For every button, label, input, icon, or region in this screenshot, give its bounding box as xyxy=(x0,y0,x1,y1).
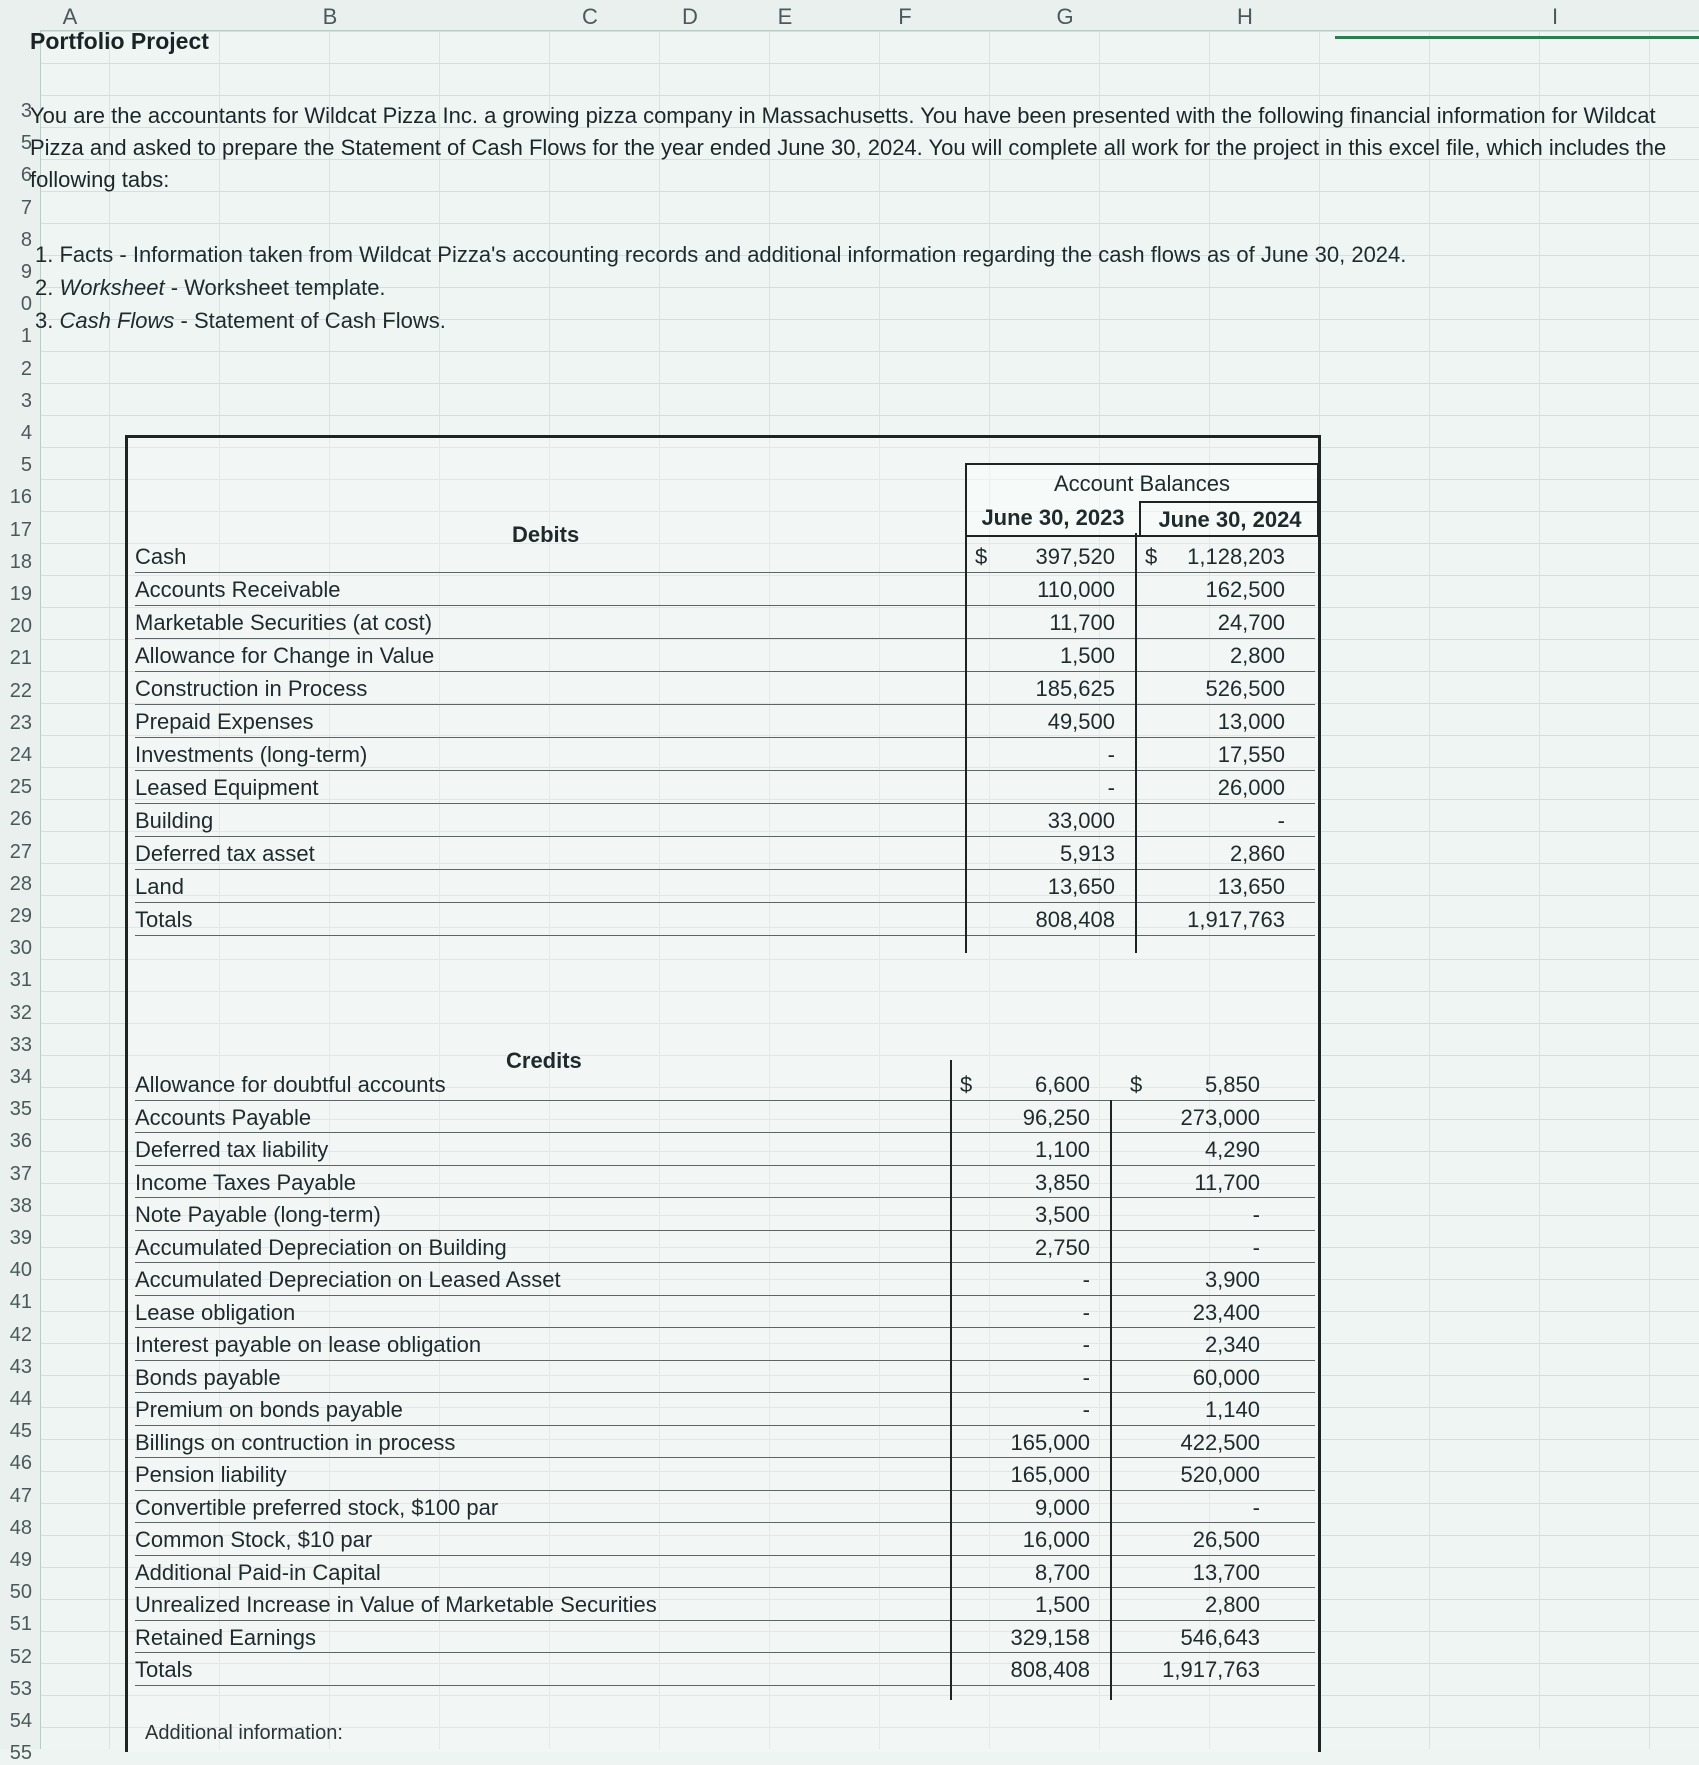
row-header-36[interactable]: 40 xyxy=(9,1259,32,1282)
column-header-a[interactable]: A xyxy=(62,4,78,29)
credits-row-label[interactable]: Accumulated Depreciation on Building xyxy=(135,1234,507,1260)
row-header-1[interactable]: 5 xyxy=(20,132,32,155)
intro-paragraph[interactable]: You are the accountants for Wildcat Pizza Inc. a growing pizza company in Massachusetts. You have been presented with the following financial information for Wildcat Pizza and asked to prepare the Statement of Cash Flows for the year ended June 30, 2024. You will complete all work for the project in this excel file, which includes the following tabs: xyxy=(30,103,1667,192)
credits-row-label[interactable]: Accounts Payable xyxy=(135,1104,312,1130)
credits-title: Credits xyxy=(506,1048,582,1073)
balance-2024-cell[interactable]: 17,550 xyxy=(1217,742,1285,767)
credits-row-label[interactable]: Income Taxes Payable xyxy=(135,1169,356,1195)
row-header-41[interactable]: 45 xyxy=(9,1420,32,1443)
row-header-11[interactable]: 5 xyxy=(20,454,32,477)
credits-row[interactable] xyxy=(135,1621,1315,1654)
credits-section xyxy=(135,1068,1315,1686)
row-header-46[interactable]: 50 xyxy=(9,1581,32,1604)
debits-row[interactable] xyxy=(135,771,1315,804)
row-header-32[interactable]: 36 xyxy=(9,1130,32,1153)
balance-2024-cell[interactable]: 273,000 xyxy=(1180,1104,1260,1130)
debits-row[interactable] xyxy=(135,540,1315,573)
balance-2023-cell[interactable]: - xyxy=(1082,1332,1090,1357)
row-header-49[interactable]: 53 xyxy=(9,1677,32,1700)
row-header-42[interactable]: 46 xyxy=(9,1452,32,1475)
row-header-22[interactable]: 26 xyxy=(9,808,32,831)
debits-row[interactable] xyxy=(135,903,1315,936)
balance-2023-cell[interactable]: - xyxy=(1082,1397,1090,1422)
credits-row[interactable] xyxy=(135,1556,1315,1589)
tab-item-worksheet[interactable]: 2. Worksheet - Worksheet template. xyxy=(35,275,386,300)
debits-row[interactable] xyxy=(135,870,1315,903)
credits-row[interactable] xyxy=(135,1523,1315,1556)
balance-2024-cell[interactable]: 13,700 xyxy=(1192,1559,1260,1585)
balance-2023-cell[interactable]: 5,913 xyxy=(1059,841,1115,866)
balance-2024-cell[interactable]: 3,900 xyxy=(1204,1267,1260,1292)
balance-2023-cell[interactable]: 2,750 xyxy=(1034,1234,1090,1260)
balance-2024-cell[interactable]: - xyxy=(1277,808,1285,833)
row-header-2[interactable]: 6 xyxy=(20,164,32,187)
column-header-c[interactable]: C xyxy=(582,4,598,29)
balance-2024-cell[interactable]: 526,500 xyxy=(1205,676,1285,701)
balance-2024-cell[interactable]: 5,850 xyxy=(1204,1072,1260,1097)
balance-2023-cell[interactable]: 397,520 xyxy=(1035,544,1115,569)
credits-row[interactable] xyxy=(135,1361,1315,1394)
balance-2024-cell[interactable]: 2,800 xyxy=(1229,643,1285,668)
balance-2024-cell[interactable]: 2,340 xyxy=(1204,1332,1260,1357)
debits-row[interactable] xyxy=(135,837,1315,870)
debits-row-label[interactable]: Cash xyxy=(135,544,187,569)
balance-2023-cell[interactable]: 49,500 xyxy=(1047,709,1115,734)
balance-2024-cell[interactable]: 60,000 xyxy=(1192,1364,1260,1390)
row-header-24[interactable]: 28 xyxy=(9,872,32,895)
balance-2023-cell[interactable]: 6,600 xyxy=(1034,1072,1090,1097)
balance-2024-cell[interactable]: - xyxy=(1252,1234,1260,1260)
credits-row[interactable] xyxy=(135,1133,1315,1166)
debits-title: Debits xyxy=(512,522,580,547)
balance-2024-cell[interactable]: 162,500 xyxy=(1205,577,1285,602)
credits-row[interactable] xyxy=(135,1101,1315,1134)
balance-2024-cell[interactable]: 11,700 xyxy=(1194,1169,1260,1195)
credits-row-label[interactable]: Note Payable (long-term) xyxy=(135,1202,381,1227)
credits-row-label[interactable]: Premium on bonds payable xyxy=(135,1397,403,1422)
credits-row-label[interactable]: Unrealized Increase in Value of Marketable Securities xyxy=(135,1592,657,1617)
row-header-40[interactable]: 44 xyxy=(9,1388,32,1410)
debits-row-label[interactable]: Allowance for Change in Value xyxy=(135,643,435,668)
balance-2024-cell[interactable]: 2,800 xyxy=(1204,1592,1260,1617)
balance-2024-cell[interactable]: 26,000 xyxy=(1217,775,1285,800)
credits-row-label[interactable]: Convertible preferred stock, $100 par xyxy=(135,1494,499,1520)
tabs-list xyxy=(35,238,1406,337)
credits-row[interactable] xyxy=(135,1231,1315,1264)
credits-row[interactable] xyxy=(135,1393,1315,1426)
balance-2024-cell[interactable]: 4,290 xyxy=(1204,1137,1260,1162)
row-header-18[interactable]: 22 xyxy=(9,679,32,702)
balance-2023-cell[interactable]: 16,000 xyxy=(1022,1527,1090,1552)
row-header-8[interactable]: 2 xyxy=(20,357,32,380)
balance-2023-cell[interactable]: - xyxy=(1082,1299,1090,1325)
row-header-10[interactable]: 4 xyxy=(20,422,32,444)
debits-row-label[interactable]: Land xyxy=(135,874,184,899)
debits-row[interactable] xyxy=(135,705,1315,738)
balance-2024-cell[interactable]: 546,643 xyxy=(1180,1624,1260,1650)
balance-2023-cell[interactable]: 808,408 xyxy=(1010,1657,1090,1682)
debits-row-label[interactable]: Totals xyxy=(135,907,193,932)
credits-row-label[interactable]: Interest payable on lease obligation xyxy=(135,1332,482,1357)
balance-2024-cell[interactable]: 2,860 xyxy=(1229,841,1285,866)
balance-2023-cell[interactable]: - xyxy=(1107,775,1115,800)
credits-row[interactable] xyxy=(135,1296,1315,1329)
row-header-39[interactable]: 43 xyxy=(9,1355,32,1378)
balance-2024-cell[interactable]: 24,700 xyxy=(1217,610,1285,635)
debits-row-label[interactable]: Marketable Securities (at cost) xyxy=(135,610,433,635)
row-header-21[interactable]: 25 xyxy=(9,776,32,799)
row-header-48[interactable]: 52 xyxy=(9,1645,32,1668)
row-header-26[interactable]: 30 xyxy=(9,937,32,960)
balance-2023-cell[interactable]: 165,000 xyxy=(1010,1429,1090,1455)
row-header-47[interactable]: 51 xyxy=(9,1613,32,1636)
balance-2023-cell[interactable]: 165,000 xyxy=(1010,1462,1090,1487)
debits-row-label[interactable]: Construction in Process xyxy=(135,676,368,701)
debits-row-label[interactable]: Leased Equipment xyxy=(135,775,319,800)
balance-2023-cell[interactable]: 1,100 xyxy=(1034,1137,1090,1162)
row-header-31[interactable]: 35 xyxy=(9,1098,32,1121)
debits-row-label[interactable]: Accounts Receivable xyxy=(135,577,341,602)
column-header-i[interactable]: I xyxy=(1551,4,1559,29)
account-balances-header xyxy=(965,463,1319,537)
credits-row-label[interactable]: Allowance for doubtful accounts xyxy=(135,1072,446,1097)
credits-row[interactable] xyxy=(135,1328,1315,1361)
debits-row[interactable] xyxy=(135,738,1315,771)
credits-row-label[interactable]: Billings on contruction in process xyxy=(135,1429,456,1455)
row-header-23[interactable]: 27 xyxy=(9,840,32,863)
column-header-d[interactable]: D xyxy=(682,4,698,29)
credits-row-label[interactable]: Retained Earnings xyxy=(135,1624,317,1650)
row-header-7[interactable]: 1 xyxy=(20,325,32,348)
credits-row[interactable] xyxy=(135,1458,1315,1491)
row-header-35[interactable]: 39 xyxy=(9,1227,32,1249)
balance-2024-cell[interactable]: 13,000 xyxy=(1217,709,1285,734)
credits-row-label[interactable]: Totals xyxy=(135,1657,193,1682)
additional-info-label[interactable]: Additional information: xyxy=(145,1722,343,1744)
row-header-0[interactable]: 3 xyxy=(20,100,32,122)
currency-symbol: $ xyxy=(960,1072,973,1097)
debits-row[interactable] xyxy=(135,639,1315,672)
balance-2023-cell[interactable]: 808,408 xyxy=(1035,907,1115,932)
row-header-50[interactable]: 54 xyxy=(9,1710,32,1732)
row-header-19[interactable]: 23 xyxy=(9,711,32,734)
row-header-3[interactable]: 7 xyxy=(20,196,32,219)
credits-row-label[interactable]: Deferred tax liability xyxy=(135,1137,329,1162)
balance-2024-cell[interactable]: - xyxy=(1252,1494,1260,1520)
row-header-45[interactable]: 49 xyxy=(9,1549,32,1571)
balance-2024-cell[interactable]: 1,140 xyxy=(1204,1397,1260,1422)
date-2024-header: June 30, 2024 xyxy=(1139,501,1319,537)
balance-2024-cell[interactable]: 1,128,203 xyxy=(1187,544,1285,569)
column-header-f[interactable]: F xyxy=(898,4,912,29)
debits-row-label[interactable]: Prepaid Expenses xyxy=(135,709,314,734)
row-header-29[interactable]: 33 xyxy=(9,1033,32,1056)
balance-2023-cell[interactable]: 8,700 xyxy=(1034,1559,1090,1585)
balance-2023-cell[interactable]: 1,500 xyxy=(1034,1592,1090,1617)
row-header-15[interactable]: 19 xyxy=(9,583,32,605)
row-header-5[interactable]: 9 xyxy=(20,261,32,283)
balance-2023-cell[interactable]: - xyxy=(1107,742,1115,767)
debits-row-label[interactable]: Investments (long-term) xyxy=(135,742,368,767)
debits-row[interactable] xyxy=(135,573,1315,606)
debit-col-divider-1 xyxy=(965,533,967,953)
credits-row-label[interactable]: Accumulated Depreciation on Leased Asset xyxy=(135,1267,561,1292)
balance-2023-cell[interactable]: 110,000 xyxy=(1037,577,1115,602)
balance-2023-cell[interactable]: - xyxy=(1082,1267,1090,1292)
balance-2023-cell[interactable]: 9,000 xyxy=(1034,1494,1090,1520)
row-header-28[interactable]: 32 xyxy=(9,1001,32,1024)
row-header-13[interactable]: 17 xyxy=(9,518,32,541)
column-header-b[interactable]: B xyxy=(322,4,338,29)
column-header-h[interactable]: H xyxy=(1237,4,1253,29)
row-header-37[interactable]: 41 xyxy=(9,1291,32,1314)
balance-2024-cell[interactable]: 1,917,763 xyxy=(1187,907,1285,932)
row-header-17[interactable]: 21 xyxy=(9,647,32,670)
balance-2023-cell[interactable]: 185,625 xyxy=(1035,676,1115,701)
balance-2024-cell[interactable]: 1,917,763 xyxy=(1162,1657,1260,1682)
balance-2024-cell[interactable]: 26,500 xyxy=(1192,1527,1260,1552)
row-header-51[interactable]: 55 xyxy=(9,1742,32,1765)
balance-2023-cell[interactable]: 33,000 xyxy=(1047,808,1115,833)
column-header-g[interactable]: G xyxy=(1056,4,1074,29)
credits-row-label[interactable]: Lease obligation xyxy=(135,1299,296,1325)
row-header-9[interactable]: 3 xyxy=(20,389,32,412)
column-header-e[interactable]: E xyxy=(777,4,793,29)
row-header-4[interactable]: 8 xyxy=(20,228,32,251)
row-header-12[interactable]: 16 xyxy=(9,486,32,509)
row-header-25[interactable]: 29 xyxy=(9,905,32,927)
balance-2024-cell[interactable]: 23,400 xyxy=(1192,1299,1260,1325)
balance-2023-cell[interactable]: 1,500 xyxy=(1059,643,1115,668)
credits-row-label[interactable]: Additional Paid-in Capital xyxy=(135,1559,381,1585)
date-2023-header: June 30, 2023 xyxy=(981,505,1125,530)
balance-2024-cell[interactable]: 520,000 xyxy=(1180,1462,1260,1487)
credits-row[interactable] xyxy=(135,1588,1315,1621)
credit-col-divider-2 xyxy=(1110,1100,1112,1700)
selected-column-indicator xyxy=(1335,0,1699,39)
tab-item-cash-flows[interactable]: 3. Cash Flows - Statement of Cash Flows. xyxy=(35,308,446,333)
debit-col-divider-2 xyxy=(1135,533,1137,953)
balance-2023-cell[interactable]: 96,250 xyxy=(1022,1104,1090,1130)
account-balances-title: Account Balances xyxy=(1053,471,1231,496)
row-header-27[interactable]: 31 xyxy=(9,969,32,992)
debits-row-label[interactable]: Deferred tax asset xyxy=(135,841,315,866)
balance-2023-cell[interactable]: 11,700 xyxy=(1049,610,1115,635)
credits-row[interactable] xyxy=(135,1653,1315,1686)
credits-row-label[interactable]: Common Stock, $10 par xyxy=(135,1527,373,1552)
credits-row[interactable] xyxy=(135,1491,1315,1524)
row-header-33[interactable]: 37 xyxy=(9,1162,32,1185)
debits-section xyxy=(135,540,1315,936)
debits-row[interactable] xyxy=(135,606,1315,639)
currency-symbol: $ xyxy=(1130,1072,1143,1097)
row-header-30[interactable]: 34 xyxy=(9,1066,32,1088)
balance-2023-cell[interactable]: 13,650 xyxy=(1047,874,1115,899)
balance-2023-cell[interactable]: 329,158 xyxy=(1010,1624,1090,1650)
row-header-6[interactable]: 0 xyxy=(20,293,32,316)
currency-symbol: $ xyxy=(1145,544,1158,569)
credits-row-label[interactable]: Bonds payable xyxy=(135,1364,281,1390)
balance-2023-cell[interactable]: 3,500 xyxy=(1034,1202,1090,1227)
row-header-38[interactable]: 42 xyxy=(9,1323,32,1346)
credits-row-label[interactable]: Pension liability xyxy=(135,1462,287,1487)
balance-2024-cell[interactable]: 422,500 xyxy=(1180,1429,1260,1455)
balance-2023-cell[interactable]: - xyxy=(1082,1364,1090,1390)
credits-row[interactable] xyxy=(135,1068,1315,1101)
currency-symbol: $ xyxy=(975,544,988,569)
row-header-20[interactable]: 24 xyxy=(9,744,32,766)
credits-row[interactable] xyxy=(135,1263,1315,1296)
balance-2023-cell[interactable]: 3,850 xyxy=(1034,1169,1090,1195)
credits-row[interactable] xyxy=(135,1198,1315,1231)
sheet-title[interactable]: Portfolio Project xyxy=(30,28,209,54)
balance-2024-cell[interactable]: - xyxy=(1252,1202,1260,1227)
credits-row[interactable] xyxy=(135,1426,1315,1459)
debits-row-label[interactable]: Building xyxy=(135,808,214,833)
tab-item-facts[interactable]: 1. Facts - Information taken from Wildcat Pizza's accounting records and additional information regarding the cash flows as of June 30, 2024. xyxy=(35,242,1407,267)
debits-row[interactable] xyxy=(135,804,1315,837)
row-header-44[interactable]: 48 xyxy=(9,1516,32,1539)
debits-row[interactable] xyxy=(135,672,1315,705)
row-header-43[interactable]: 47 xyxy=(9,1484,32,1507)
credits-row[interactable] xyxy=(135,1166,1315,1199)
balance-2024-cell[interactable]: 13,650 xyxy=(1217,874,1285,899)
row-header-14[interactable]: 18 xyxy=(9,550,32,573)
row-header-16[interactable]: 20 xyxy=(9,615,32,638)
row-header-34[interactable]: 38 xyxy=(9,1194,32,1217)
credit-col-divider-1 xyxy=(950,1060,952,1700)
